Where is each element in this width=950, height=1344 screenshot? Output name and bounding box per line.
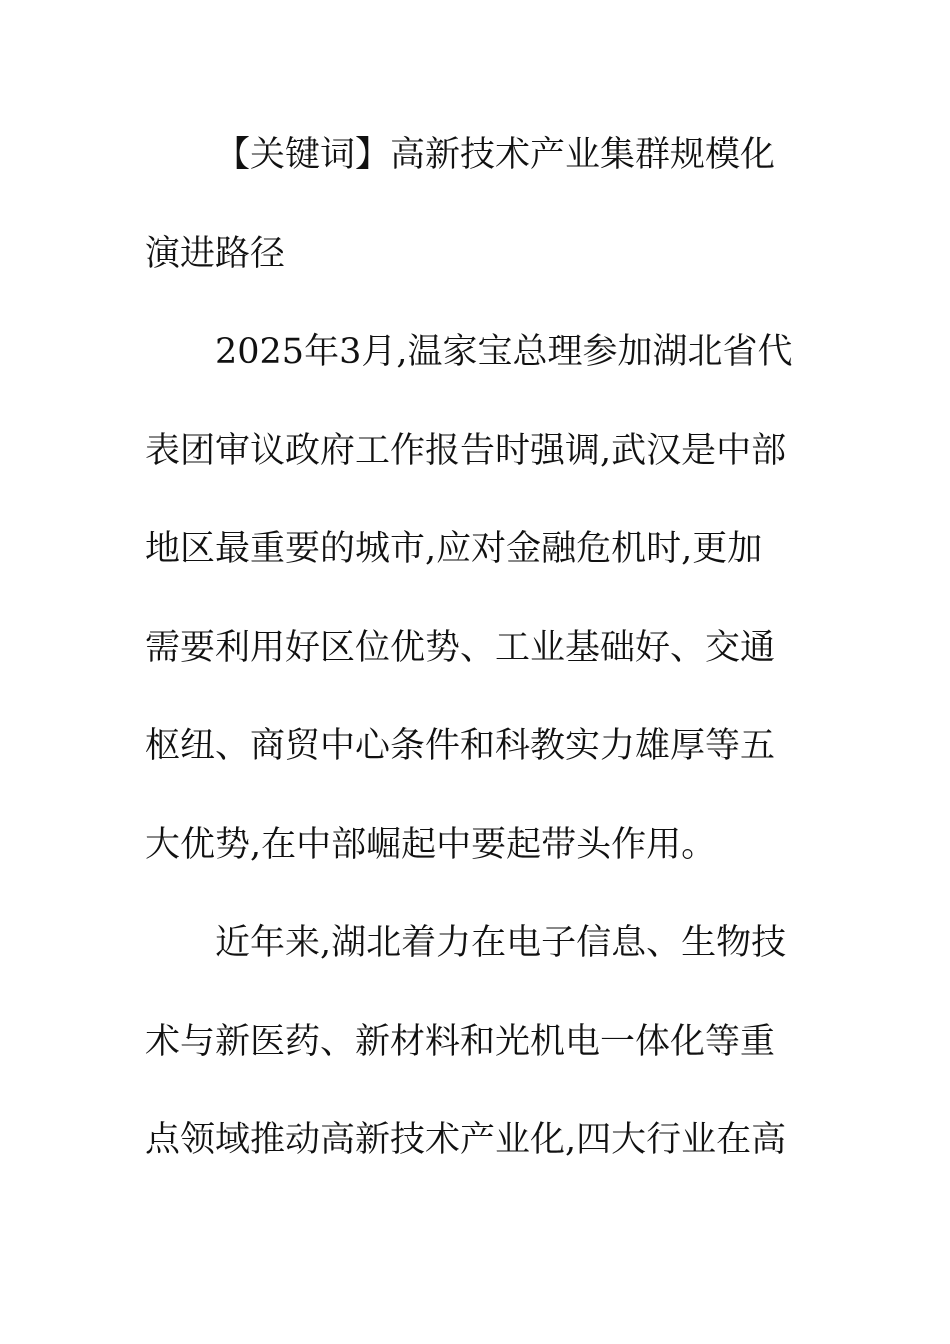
paragraph-1-line-5: 枢纽、商贸中心条件和科教实力雄厚等五 — [145, 726, 776, 766]
paragraph-1-line-4: 需要利用好区位优势、工业基础好、交通 — [145, 627, 776, 668]
paragraph-1-line-2: 表团审议政府工作报告时强调,武汉是中部 — [145, 430, 787, 471]
paragraph-1-line-6: 大优势,在中部崛起中要起带头作用。 — [145, 824, 717, 865]
document-body — [145, 125, 805, 1209]
paragraph-1-line-3: 地区最重要的城市,应对金融危机时,更加 — [145, 529, 763, 569]
paragraph-2-line-1: 近年来,湖北着力在电子信息、生物技 — [215, 923, 787, 963]
paragraph-1-line-1: 2025年3月,温家宝总理参加湖北省代 — [215, 332, 793, 372]
paragraph-2-line-2: 术与新医药、新材料和光机电一体化等重 — [145, 1021, 776, 1062]
keywords-line: 【关键词】高新技术产业集群规模化 — [215, 135, 776, 175]
paragraph-2-line-3: 点领域推动高新技术产业化,四大行业在高 — [145, 1120, 787, 1160]
keywords-line-continued: 演进路径 — [145, 233, 286, 274]
